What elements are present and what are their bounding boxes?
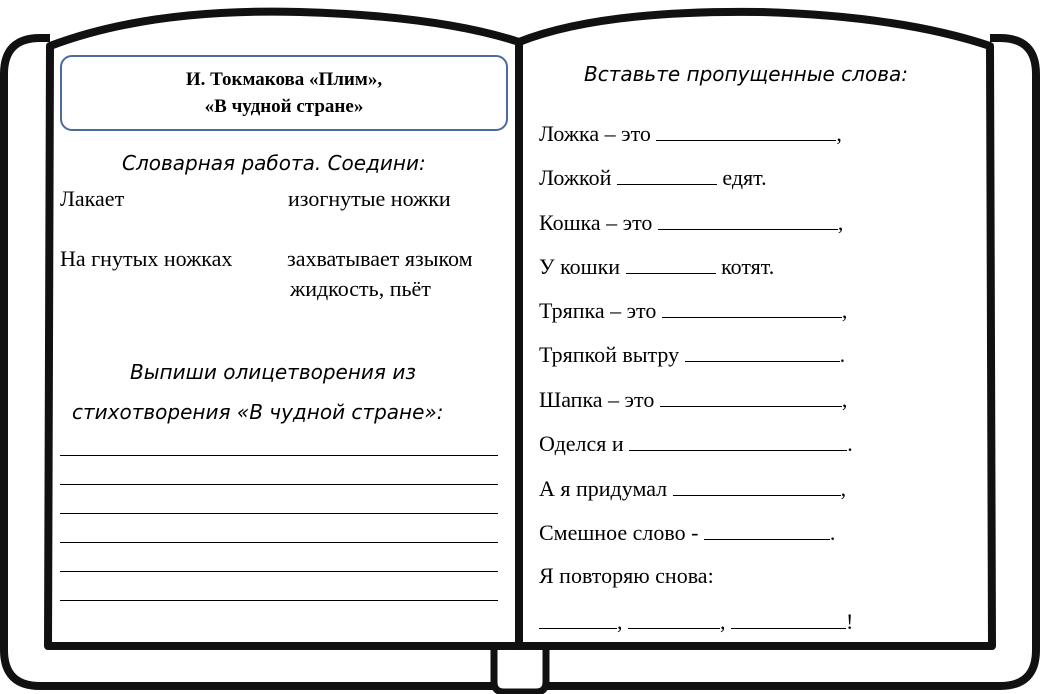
final-sep-2: , [720, 609, 726, 634]
fill-blank-8[interactable] [629, 430, 847, 451]
fill-blank-3[interactable] [658, 209, 838, 230]
fill-line-11-text: Я повторяю снова: [539, 563, 714, 588]
final-end: ! [846, 609, 854, 634]
fill-line-5-text: Тряпка – это [539, 298, 662, 323]
fill-line-5-end: , [841, 298, 848, 323]
fill-line-1-end: , [836, 121, 842, 146]
fill-line-8-text: Оделся и [539, 431, 630, 456]
fill-line-4 [539, 253, 774, 280]
vocab-heading: Словарная работа. Соедини: [122, 151, 426, 175]
task-heading-line-2: стихотворения «В чудной стране»: [72, 400, 444, 424]
fill-line-6-end: . [839, 342, 846, 367]
answer-line-1[interactable] [60, 455, 498, 456]
fill-blank-1[interactable] [656, 120, 836, 141]
fill-line-9-end: , [840, 476, 847, 501]
answer-line-3[interactable] [60, 513, 498, 514]
task-heading-line-1: Выпиши олицетворения из [130, 360, 416, 384]
title-line-1: И. Токмакова «Плим», [185, 69, 383, 90]
vocab-definition-2-cont: жидкость, пьёт [290, 276, 431, 301]
fill-line-2-text: Ложкой [539, 165, 617, 190]
fill-blank-6[interactable] [685, 341, 840, 362]
vocab-word-2: На гнутых ножках [60, 246, 233, 271]
fill-line-10-text: Смешное слово - [539, 520, 704, 545]
fill-line-final [539, 608, 853, 635]
fill-in-heading: Вставьте пропущенные слова: [584, 62, 908, 86]
answer-line-6[interactable] [60, 600, 498, 601]
fill-line-6-text: Тряпкой вытру [539, 342, 685, 367]
fill-blank-2[interactable] [617, 164, 717, 185]
fill-line-10-end: . [829, 520, 836, 545]
fill-blank-final-2[interactable] [628, 608, 720, 629]
fill-blank-final-1[interactable] [539, 608, 617, 629]
fill-line-3-text: Кошка – это [539, 210, 658, 235]
fill-line-6 [539, 341, 845, 368]
right-page [519, 12, 992, 646]
fill-line-7-text: Шапка – это [539, 387, 660, 412]
fill-line-2 [539, 164, 767, 191]
fill-line-4-end: котят. [715, 254, 775, 279]
fill-line-8 [539, 430, 853, 457]
fill-line-10 [539, 519, 835, 546]
fill-blank-7[interactable] [660, 386, 842, 407]
fill-line-4-text: У кошки [539, 254, 626, 279]
fill-line-7 [539, 386, 847, 413]
vocab-definition-1: изогнутые ножки [288, 186, 451, 211]
fill-blank-10[interactable] [704, 519, 830, 540]
fill-blank-9[interactable] [673, 475, 841, 496]
answer-line-4[interactable] [60, 542, 498, 543]
fill-line-11 [539, 563, 714, 589]
title-box [60, 55, 508, 131]
vocab-word-1: Лакает [60, 186, 125, 211]
fill-line-1-text: Ложка – это [539, 121, 657, 146]
fill-blank-final-3[interactable] [731, 608, 846, 629]
fill-line-2-end: едят. [716, 165, 767, 190]
fill-line-7-end: , [841, 387, 848, 412]
fill-blank-5[interactable] [662, 297, 842, 318]
fill-line-8-end: . [847, 431, 853, 456]
final-sep-1: , [617, 609, 623, 634]
vocab-definition-2: захватывает языком [287, 246, 473, 271]
title-line-2: «В чудной стране» [204, 96, 364, 117]
answer-line-5[interactable] [60, 571, 498, 572]
fill-line-9 [539, 475, 846, 502]
fill-line-3-end: , [837, 210, 844, 235]
fill-blank-4[interactable] [626, 253, 716, 274]
fill-line-9-text: А я придумал [539, 476, 673, 501]
fill-line-1 [539, 120, 842, 147]
answer-line-2[interactable] [60, 484, 498, 485]
fill-line-3 [539, 209, 843, 236]
book-spine-tab [494, 646, 546, 692]
fill-line-5 [539, 297, 847, 324]
